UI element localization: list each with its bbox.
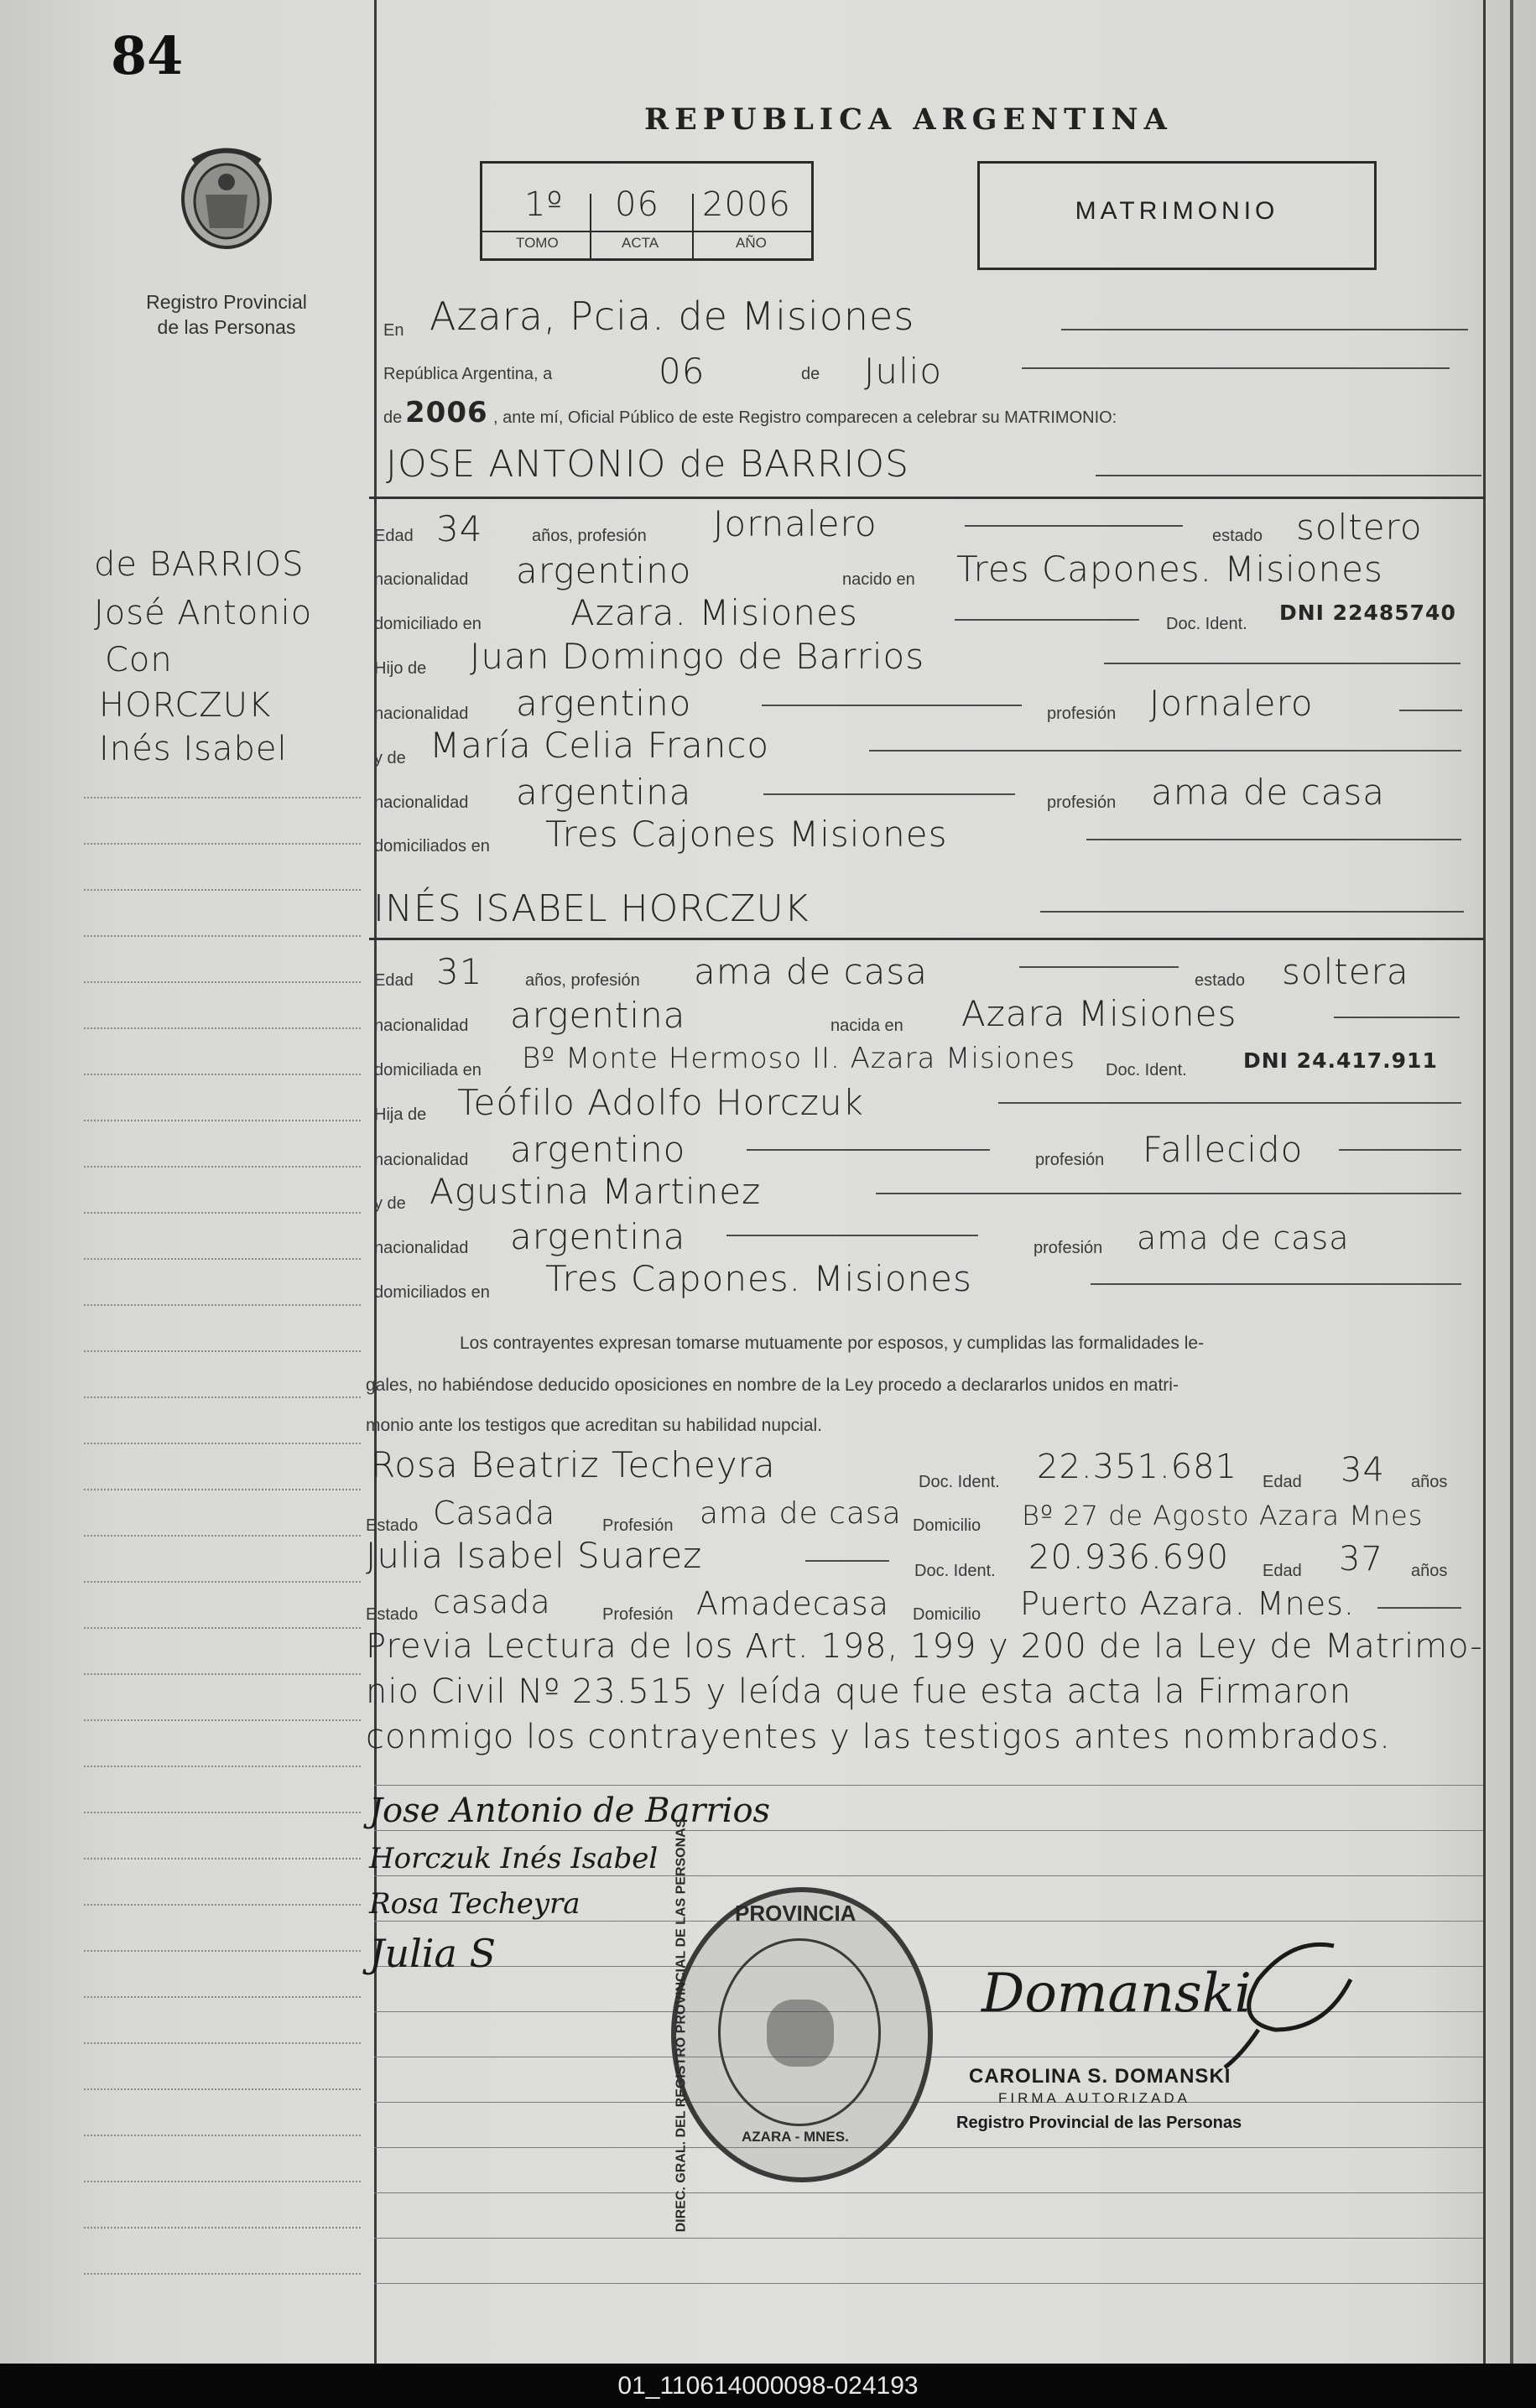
official-seal	[671, 1818, 933, 2233]
seal-bottom-text: AZARA - MNES.	[742, 2129, 849, 2145]
bride-estado-label: estado	[1195, 971, 1246, 990]
witness1-anos-label: años	[1411, 1473, 1448, 1491]
groom-status: soltero	[1296, 507, 1423, 548]
groom-parents-dom-label: domiciliados en	[374, 837, 490, 856]
bride-nacionalidad-label: nacionalidad	[374, 1017, 469, 1035]
witness1-profession: ama de casa	[700, 1496, 902, 1531]
groom-mother-profession: ama de casa	[1151, 772, 1386, 813]
registry-label-line2: de las Personas	[157, 316, 296, 338]
witness2-estado-label: Estado	[366, 1605, 419, 1624]
witness2-profession: Amadecasa	[696, 1585, 890, 1622]
bride-father-profession: Fallecido	[1143, 1129, 1304, 1170]
bride-domicile: Bº Monte Hermoso II. Azara Misiones	[522, 1042, 1076, 1075]
witness2-anos-label: años	[1411, 1562, 1448, 1580]
de2-label: de	[383, 408, 403, 427]
bride-father-prof-label: profesión	[1035, 1151, 1105, 1169]
acta-value: 06	[615, 185, 659, 224]
groom-estado-label: estado	[1212, 527, 1263, 545]
closing-line1: Previa Lectura de los Art. 198, 199 y 200 de la Ley de Matrimo-	[366, 1627, 1483, 1666]
act-type-box	[977, 161, 1377, 270]
ano-label: AÑO	[736, 235, 767, 251]
outer-right-edge	[1510, 0, 1513, 2364]
signature-witness1: Rosa Techeyra	[369, 1887, 581, 1921]
file-id-footer: 01_110614000098-024193	[0, 2364, 1536, 2408]
bride-mother-nationality: argentina	[510, 1216, 686, 1257]
seal-emblem-icon	[767, 2000, 834, 2067]
bride-doc-label: Doc. Ident.	[1106, 1061, 1187, 1079]
official-name: CAROLINA S. DOMANSKI	[969, 2065, 1231, 2088]
place-value: Azara, Pcia. de Misiones	[430, 294, 915, 339]
firma-label: FIRMA AUTORIZADA	[998, 2090, 1190, 2106]
bride-doc: DNI 24.417.911	[1243, 1048, 1438, 1073]
groom-domicile: Azara. Misiones	[570, 592, 858, 633]
witness2-prof-label: Profesión	[602, 1605, 674, 1624]
witness1-status: Casada	[433, 1495, 556, 1532]
right-border-line	[1483, 0, 1486, 2364]
year-value: 2006	[405, 396, 488, 429]
declaration-line2: gales, no habiéndose deducido oposiciones en nombre de la Ley procedo a declararlos unidos en matri-	[366, 1376, 1179, 1395]
tomo-value: 1º	[524, 185, 564, 224]
signature-witness2: Julia S	[369, 1931, 497, 1976]
margin-note-line: de BARRIOS	[94, 545, 305, 584]
groom-age: 34	[436, 508, 483, 549]
groom-yde-label: y de	[374, 749, 406, 767]
groom-nationality: argentino	[516, 550, 692, 591]
seal-inner-ring	[718, 1938, 881, 2126]
closing-line3: conmigo los contrayentes y las testigos antes nombrados.	[366, 1718, 1391, 1756]
registry-label	[126, 289, 327, 340]
bride-edad-label: Edad	[374, 971, 414, 990]
registry-stamp: Registro Provincial de las Personas	[956, 2114, 1242, 2132]
bride-parents-dom-label: domiciliados en	[374, 1283, 490, 1302]
groom-nacionalidad-label: nacionalidad	[374, 570, 469, 589]
republica-label: República Argentina, a	[383, 365, 553, 383]
witness1-dom-label: Domicilio	[913, 1516, 981, 1535]
witness1-domicile: Bº 27 de Agosto Azara Mnes	[1022, 1500, 1424, 1532]
bride-age: 31	[436, 951, 483, 992]
groom-father-profession: Jornalero	[1149, 683, 1314, 724]
margin-note-line: HORCZUK	[99, 686, 272, 725]
bride-father-nat-label: nacionalidad	[374, 1151, 469, 1169]
intro-statement: , ante mí, Oficial Público de este Registro comparecen a celebrar su MATRIMONIO:	[493, 408, 1117, 427]
witness2-doc: 20.936.690	[1028, 1538, 1230, 1577]
witness1-estado-label: Estado	[366, 1516, 419, 1535]
groom-mother-prof-label: profesión	[1047, 793, 1117, 812]
groom-mother: María Celia Franco	[430, 725, 770, 766]
bride-anos-profesion-label: años, profesión	[525, 971, 640, 990]
bride-parents-domicile: Tres Capones. Misiones	[545, 1258, 972, 1299]
signature-flourish-icon	[1208, 1929, 1376, 2072]
groom-domicilio-label: domiciliado en	[374, 615, 482, 633]
margin-divider-line	[374, 0, 377, 2364]
groom-mother-nationality: argentina	[516, 772, 692, 813]
month-value: Julio	[864, 351, 943, 392]
witness1-prof-label: Profesión	[602, 1516, 674, 1535]
witness2-edad-label: Edad	[1263, 1562, 1302, 1580]
groom-birthplace: Tres Capones. Misiones	[956, 549, 1383, 590]
act-type: MATRIMONIO	[1075, 197, 1279, 225]
groom-father-nationality: argentino	[516, 683, 692, 724]
bride-father-nationality: argentino	[510, 1129, 686, 1170]
groom-name: JOSE ANTONIO de BARRIOS	[386, 443, 909, 486]
witness1-edad-label: Edad	[1263, 1473, 1302, 1491]
witness2-name: Julia Isabel Suarez	[366, 1535, 703, 1576]
groom-father-prof-label: profesión	[1047, 705, 1117, 723]
tomo-acta-ano-box	[480, 161, 814, 261]
witness2-domicile: Puerto Azara. Mnes.	[1020, 1585, 1355, 1622]
ano-value: 2006	[702, 185, 791, 224]
bride-yde-label: y de	[374, 1194, 406, 1213]
declaration-line3: monio ante los testigos que acreditan su habilidad nupcial.	[366, 1416, 823, 1435]
bride-status: soltera	[1282, 951, 1409, 992]
groom-edad-label: Edad	[374, 527, 414, 545]
witness1-doc-label: Doc. Ident.	[919, 1473, 1000, 1491]
witness1-name: Rosa Beatriz Techeyra	[371, 1444, 776, 1485]
signature-official: Domanski	[981, 1963, 1252, 2025]
coat-of-arms-icon	[168, 144, 285, 253]
margin-note-line: Inés Isabel	[99, 730, 288, 768]
bride-mother-nat-label: nacionalidad	[374, 1239, 469, 1257]
bride-hija-label: Hija de	[374, 1105, 427, 1124]
groom-anos-profesion-label: años, profesión	[532, 527, 647, 545]
witness2-status: casada	[433, 1584, 551, 1620]
registry-label-line1: Registro Provincial	[146, 291, 307, 313]
bride-nationality: argentina	[510, 995, 686, 1036]
page-number: 84	[111, 25, 184, 86]
groom-father: Juan Domingo de Barrios	[470, 636, 925, 677]
bride-domicilio-label: domiciliada en	[374, 1061, 482, 1079]
groom-profession: Jornalero	[713, 503, 877, 544]
witness2-age: 37	[1339, 1540, 1383, 1578]
signature-bride: Horczuk Inés Isabel	[369, 1842, 659, 1875]
groom-father-nat-label: nacionalidad	[374, 705, 469, 723]
seal-top-text: PROVINCIA	[735, 1901, 857, 1926]
tomo-label: TOMO	[516, 235, 559, 251]
de-label: de	[801, 365, 820, 383]
republic-title: REPUBLICA ARGENTINA	[644, 102, 1173, 137]
groom-parents-domicile: Tres Cajones Misiones	[545, 814, 948, 855]
groom-doc-label: Doc. Ident.	[1166, 615, 1247, 633]
witness2-doc-label: Doc. Ident.	[914, 1562, 996, 1580]
groom-mother-nat-label: nacionalidad	[374, 793, 469, 812]
witness1-doc: 22.351.681	[1037, 1448, 1238, 1486]
day-value: 06	[659, 351, 706, 392]
groom-nacido-label: nacido en	[842, 570, 915, 589]
bride-nacida-label: nacida en	[830, 1017, 903, 1035]
en-label: En	[383, 321, 404, 340]
bride-profession: ama de casa	[694, 951, 929, 992]
groom-doc: DNI 22485740	[1279, 601, 1456, 625]
acta-label: ACTA	[622, 235, 659, 251]
seal-ring-text: DIREC. GRAL. DEL REGISTRO PROVINCIAL DE LAS PERSONAS	[674, 1818, 689, 2233]
closing-line2: nio Civil Nº 23.515 y leída que fue esta acta la Firmaron	[366, 1672, 1352, 1711]
bride-birthplace: Azara Misiones	[961, 993, 1237, 1034]
signature-groom: Jose Antonio de Barrios	[369, 1792, 771, 1830]
bride-father: Teófilo Adolfo Horczuk	[457, 1082, 864, 1123]
witness1-age: 34	[1341, 1451, 1385, 1490]
bride-mother-profession: ama de casa	[1137, 1220, 1350, 1256]
margin-note-line: Con	[105, 641, 173, 679]
margin-note-line: José Antonio	[94, 594, 313, 632]
groom-hijo-label: Hijo de	[374, 659, 427, 678]
witness2-dom-label: Domicilio	[913, 1605, 981, 1624]
declaration-line1: Los contrayentes expresan tomarse mutuamente por esposos, y cumplidas las formalidades le-	[460, 1334, 1205, 1353]
bride-name: INÉS ISABEL HORCZUK	[373, 887, 810, 930]
bride-mother-prof-label: profesión	[1034, 1239, 1103, 1257]
bride-mother: Agustina Martinez	[430, 1171, 762, 1212]
